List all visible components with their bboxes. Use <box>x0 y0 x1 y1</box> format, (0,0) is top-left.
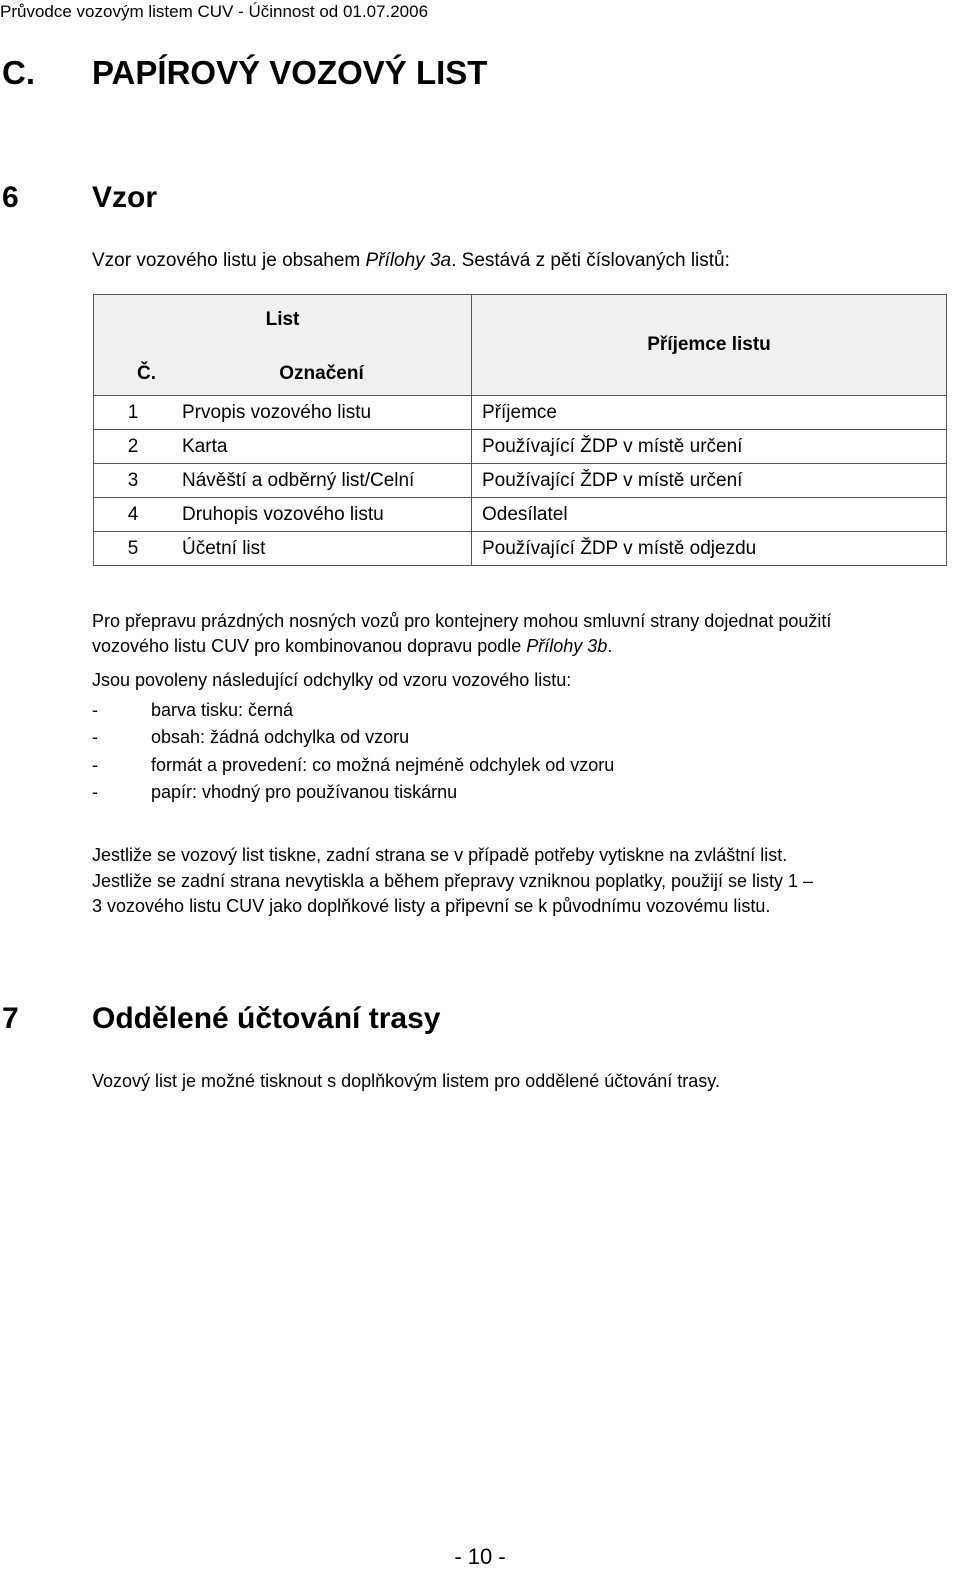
row-recipient: Používající ŽDP v místě určení <box>472 464 947 498</box>
row-number: 1 <box>94 396 173 430</box>
sheets-table <box>93 294 947 566</box>
empty-wagons-text: vozového listu CUV pro kombinovanou dopravu podle <box>92 636 527 656</box>
deviations-intro: Jsou povoleny následující odchylky od vzoru vozového listu: <box>92 670 572 690</box>
deviation-item: papír: vhodný pro používanou tiskárnu <box>151 782 458 802</box>
row-name: Účetní list <box>172 532 472 566</box>
row-number: 3 <box>94 464 173 498</box>
section-7-number: 7 <box>2 1002 19 1035</box>
row-recipient: Používající ŽDP v místě určení <box>472 430 947 464</box>
table-row <box>94 498 947 532</box>
intro-text-1: Vzor vozového listu je obsahem <box>92 250 366 271</box>
table-row <box>94 532 947 566</box>
row-number: 5 <box>94 532 173 566</box>
chapter-number: C. <box>2 54 35 91</box>
empty-wagons-line-2 <box>92 636 612 657</box>
row-name: Návěští a odběrný list/Celní <box>172 464 472 498</box>
header-recipient: Příjemce listu <box>472 295 947 396</box>
row-number: 4 <box>94 498 173 532</box>
section-6-intro <box>92 250 730 272</box>
header-list: List <box>94 295 472 346</box>
header-c: Č. <box>94 346 173 396</box>
deviation-dash: - <box>92 727 98 747</box>
back-side-line-2: Jestliže se zadní strana nevytiskla a během přepravy vzniknou poplatky, použijí se listy 1 – <box>92 871 814 891</box>
row-name: Karta <box>172 430 472 464</box>
row-number: 2 <box>94 430 173 464</box>
back-side-line-3: 3 vozového listu CUV jako doplňkové listy a připevní se k původnímu vozovému listu. <box>92 896 771 916</box>
section-6-title: Vzor <box>92 181 158 214</box>
row-name: Prvopis vozového listu <box>172 396 472 430</box>
row-recipient: Odesílatel <box>472 498 947 532</box>
section-7-text: Vozový list je možné tisknout s doplňkovým listem pro oddělené účtování trasy. <box>92 1071 720 1091</box>
deviation-dash: - <box>92 782 98 802</box>
deviation-dash: - <box>92 755 98 775</box>
table-row <box>94 430 947 464</box>
section-6-number: 6 <box>2 181 19 214</box>
empty-wagons-period: . <box>607 636 613 656</box>
page-number: - 10 - <box>454 1544 506 1569</box>
running-header: Průvodce vozovým listem CUV - Účinnost od 01.07.2006 <box>0 2 429 21</box>
table-header-row-1 <box>94 295 947 346</box>
intro-annex-ref: Přílohy 3a <box>365 250 452 271</box>
deviation-item: obsah: žádná odchylka od vzoru <box>151 727 410 747</box>
deviation-item: formát a provedení: co možná nejméně odchylek od vzoru <box>151 755 615 775</box>
row-name: Druhopis vozového listu <box>172 498 472 532</box>
chapter-title: PAPÍROVÝ VOZOVÝ LIST <box>92 54 488 91</box>
row-recipient: Příjemce <box>472 396 947 430</box>
table-row <box>94 464 947 498</box>
deviation-dash: - <box>92 700 98 720</box>
row-recipient: Používající ŽDP v místě odjezdu <box>472 532 947 566</box>
intro-text-2: . Sestává z pěti číslovaných listů: <box>451 250 730 271</box>
empty-wagons-line-1: Pro přepravu prázdných nosných vozů pro kontejnery mohou smluvní strany dojednat použití <box>92 611 832 631</box>
empty-wagons-annex-ref: Přílohy 3b <box>526 636 608 656</box>
deviation-item: barva tisku: černá <box>151 700 294 720</box>
section-7-title: Oddělené účtování trasy <box>92 1002 441 1035</box>
header-oznaceni: Označení <box>172 346 472 396</box>
table-row <box>94 396 947 430</box>
back-side-line-1: Jestliže se vozový list tiskne, zadní strana se v případě potřeby vytiskne na zvláštní list. <box>92 845 788 865</box>
